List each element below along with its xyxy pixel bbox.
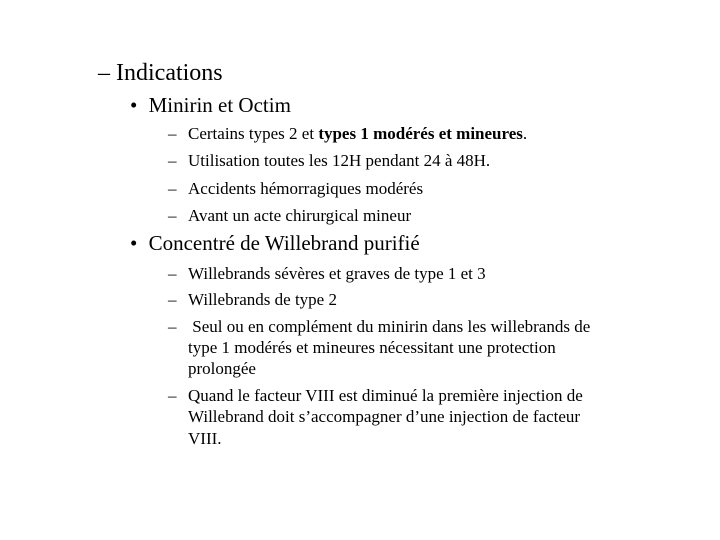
list-item: [168, 264, 486, 283]
item-text-line: Willebrand doit s’accompagner d’une injection de facteur: [188, 407, 581, 426]
item-text: Willebrands de type 2: [188, 290, 337, 309]
section-title-willebrand: [130, 233, 420, 254]
list-item: [168, 179, 424, 198]
section-title-text: Minirin et Octim: [148, 93, 291, 117]
item-text: Willebrands sévères et graves de type 1 et 3: [188, 264, 486, 283]
heading-marker: –: [98, 60, 110, 86]
list-item: [168, 290, 337, 309]
item-text-end: .: [522, 124, 528, 143]
bullet-marker: •: [130, 231, 138, 255]
section-title-minirin: [130, 95, 291, 116]
item-text: Certains types 2 et: [188, 124, 319, 143]
heading-text: Indications: [116, 60, 223, 86]
list-item: [168, 317, 591, 336]
item-text: Accidents hémorragiques modérés: [188, 179, 424, 198]
list-item: [168, 124, 528, 143]
dash-marker: –: [168, 386, 177, 405]
dash-marker: –: [168, 264, 177, 283]
dash-marker: –: [168, 179, 177, 198]
item-text: Utilisation toutes les 12H pendant 24 à 48H.: [188, 151, 491, 170]
dash-marker: –: [168, 151, 177, 170]
section-title-text: Concentré de Willebrand purifié: [148, 231, 420, 255]
dash-marker: –: [168, 124, 177, 143]
item-text: Avant un acte chirurgical mineur: [188, 206, 412, 225]
list-item: [168, 206, 412, 225]
item-text-line: Quand le facteur VIII est diminué la première injection de: [188, 386, 583, 405]
dash-marker: –: [168, 290, 177, 309]
dash-marker: –: [168, 317, 177, 336]
heading: [98, 61, 223, 85]
item-text-line: Seul ou en complément du minirin dans les willebrands de: [188, 317, 591, 336]
bullet-marker: •: [130, 93, 138, 117]
item-text-line: prolongée: [188, 359, 256, 378]
list-item: [168, 151, 491, 170]
item-text-line: type 1 modérés et mineures nécessitant une protection: [188, 338, 556, 357]
item-text-line: VIII.: [188, 429, 222, 448]
item-text-bold: types 1 modérés et mineures: [318, 124, 523, 143]
list-item: [168, 386, 583, 405]
dash-marker: –: [168, 206, 177, 225]
